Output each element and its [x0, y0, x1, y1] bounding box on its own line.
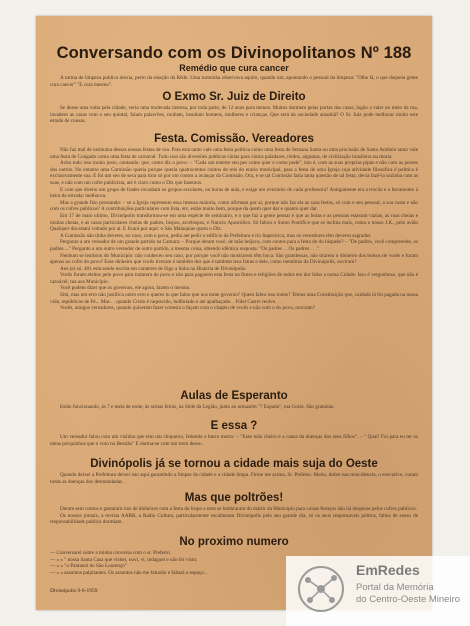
network-logo-icon: [294, 562, 348, 616]
list-item: — » » assuntos palpitantes. Os assuntos não me faltarão e faltará o espaço...: [50, 569, 208, 576]
section-heading-esperanto: Aulas de Esperanto: [180, 390, 288, 402]
section-text-remedio: [50, 75, 418, 88]
paragraph: Acho tudo isso muito justo, contando: que, como diz o povo: – "Cada um enterre seu pes como quer e como pode", isto é, com as suas proprias pipas e não com as posses dos outros. No entanto uma Comissão queria porque queria quatrocentos contos de reis do erario municipal, para a festa de uma Igreja cuja atividade filosofica é politica é exclusivamente sua. E foi um seo de seca para tirar só por um contos a avançar da Comissão. Ora, e se tal Comissão faria tanta questão de tal festa, devia fazê-la sozinha com as suas, e não com um cofre publicista, até é claro como o Diz que fazemos.: [50, 160, 418, 186]
section-text-juiz: [50, 105, 418, 125]
paragraph: Vocês, amigos vereadores, quando quiserem fazer cortesia o façam com o chapéu de vocês e não com o do povo, ouviram?: [60, 305, 316, 312]
list-item: — » » "o Pantanal do São Lourenço": [50, 563, 127, 570]
paragraph: A turma de limpeza publica mexia, perto da estação da Rêde. Uma turminha observava aquilo, quando um, apontando o pessoal da limpeza: "Olhe lá, o que daqueia gente cura cancer" "E cura mesmo".: [50, 75, 418, 88]
section-heading-essa: E essa ?: [210, 420, 258, 432]
section-text-cidade-suja: [50, 472, 418, 485]
paragraph: Estão funcionando, às 7 e meia de noite, às sextas feiras, na Séde da Legião, junto ao armazém "7 Espada", rua Goiás. São gratuitas.: [60, 404, 335, 410]
watermark: [286, 556, 470, 626]
paragraph: Nenhum se lembrou do Municipio: não conheceu seu caso, por porque você não mostrarem têm boca. São grandessas, não tirarem o dinheiro dos bolsos de vocês e foram apenas no cofre do povo? Esse dinheiro que vocês tiveram é também dos que é tambem teus Istras e dele, como membros da Divinópolis, ouviram?: [50, 252, 418, 266]
watermark-subtitle: Portal da Memória: [356, 582, 434, 593]
document-page: [36, 16, 432, 610]
section-text-essa: [50, 434, 418, 447]
section-heading-poltroes: Mas que poltrões!: [184, 492, 284, 504]
paragraph: Quando deixei a Prefeitura deixei isto aqui garantindo a limpas da cidade e a cidade limpa. Firme nte acima, Sr. Prefeito. Muito, dobre nas reincidencia, o executivo, curam todas as doenças dos desmandadas.: [50, 472, 418, 485]
watermark-name: EmRedes: [356, 562, 420, 578]
paragraph: E com que direito um grupo de frades invadiam os grupos escolares, no horas de aula, e exige um ovezinho de cada professora? Antigamente era a trocila e o becamento à beira da estrada: melhorou.: [50, 186, 418, 200]
section-heading-proximo-numero: No proximo numero: [179, 536, 289, 548]
section-text-esperanto: [50, 404, 418, 411]
section-text-poltroes: [50, 506, 418, 526]
list-item: — Conversarei sobre a minha conversa com o sr. Prefeito.: [50, 550, 171, 556]
section-heading-remedio: Remédio que cura cancer: [179, 63, 289, 73]
section-heading-festa: Festa. Comissão. Vereadores: [154, 133, 314, 145]
section-heading-cidade-suja: Divinópolis já se tornou a cidade mais suja do Oeste: [90, 458, 378, 470]
paragraph: Em 17 de maio ultimo, Divinópolis transformou-se em uma espécie de seminário, e o que faz a gente pensar é que as botas e as pessoas estavam vazias, as ruas cheias e muitas cheias, e as casas particulares cheias de padres, bispos, arcebispos, e Nuncio Apostólico. Só faltou o Sumo Pontifice que se inclina mais, como o nosso J.K., pelo avião Qualquer dia estará voltado por aí. E ficará por aqui: o São Malaquias quem o Diz.: [50, 212, 418, 233]
section-heading-juiz: O Exmo Sr. Juiz de Direito: [162, 91, 306, 103]
paragraph: Os nossos jornais, a revista AABB, a Radio Cultura, particularmente escolheram Divinópolis pelo seu grande dia, só os seus responsaveis póltros, faltos de senso de responsabilidade publica dormiam.: [50, 512, 418, 526]
paragraph: Você podem dizer que os governos, ele agora, fazem o mesmo.: [60, 285, 191, 292]
list-item: — » » " nossa Santa Casa que visitei, ouvi, vi, indaguei e não foi visto;: [50, 556, 198, 563]
paragraph: A Comissão não tinha deveres, no caso, com o povo, pedia até pedir o edificio da Prefeitura e rio Itapecirica, mas os vereadores têm deveres sagrados: [60, 232, 371, 239]
paragraph: Aos (e) só, 481 está sendo escrita em carateres de fôgo a linha na Historia de Divinópolis.: [60, 265, 247, 272]
paragraph: Um vereador falou com um vizinho que tem um chiqueiro, fedendo a burro morto: – "Esse mão cheiro é a causa da doenças dos seus filhos". – " Qual! Foi para eu ter os meus porquinhos que o voto no Bestião" E durma-se com um trem desse...: [50, 434, 418, 447]
paragraph: Mas a grande fizo pressando: – se a Igreja represento essa imensa maioria, como afirmam por ai, porque não faz ela as suas festas, só com o seu pessoal, a sua custa e não com os cofres publicos? A contribuições particulares com lista, etc, estão muito bem, porque da quem quer dar e quanto quer dar.: [50, 199, 418, 213]
watermark-subtitle: do Centro-Oeste Mineiro: [356, 594, 461, 605]
paragraph: Pergunto a um vereador de um grande partido na Camara: – Porque deram você, de mão beijava, com contos para a festa do do bispado? – "De padres, você compreende, os padres ..." Pergunto a um outro vereador de outro partido, a mesma coisa, obtendo idêntica resposta: "Os padres . . Os padres . . .": [50, 239, 418, 252]
page-title: Conversando com os Divinopolitanos Nº 188: [56, 44, 412, 62]
footer-date: Divinópolis 9-6-1959: [50, 588, 98, 594]
paragraph: Não faz mal de nenhuma dessas nossas festas de rua. Para esta tanto vale uma festa politica como uma festa de Semana Santa ou uma procissão de Santo Antônio tanto vale uma festa de Congado como uma festa de carnaval. Tudo isso são diversões publicas várias para vários paladares, reidos, algumas, de civilização brasileira ou morta.: [50, 147, 418, 160]
section-text-festa: [50, 147, 418, 312]
paragraph: Deram sem contos e gastaram rios de dinheiros com a festa do bispo e nem se lembraram do mártir da Municipio para coisas festejos não há despesas pelos cofres publicos.: [60, 506, 417, 512]
paragraph: Sim, mas um erro não justifica outro erro e queres tu que falou que nos tome governo? Quem falou isso todos? Temos uma Constituição que, cuidada lá foi pagada na nossa vida, repúblicas de Fé... Mas . . quando Cristo é raquecido, ludibriado e até apalhaçado. . Fidel Castro reolve. . .: [50, 292, 418, 305]
paragraph: Vocês foram eleitos pelo povo para tratarem do povo e não para pagarem esta festa na fimes e religiões de todos em dor lidos a nossa Cidade. Isso é vergonhoso, que não é razoável, tua aos Municipio.: [50, 272, 418, 285]
paragraph: Se desse uma volta pela cidade, veria uma molecada imensa, por toda parte, de 12 anos para menos. Muitos dormem pelas portas das casas, logão a valer no meio da rua, invadem as casas com o seu quintal, falam palavrões, roubam, insultam homens, mulheres e crianças. Que será da sociedade amanhã? O Sr. Juiz pode melhorar muito este estado de cousas.: [50, 105, 418, 125]
